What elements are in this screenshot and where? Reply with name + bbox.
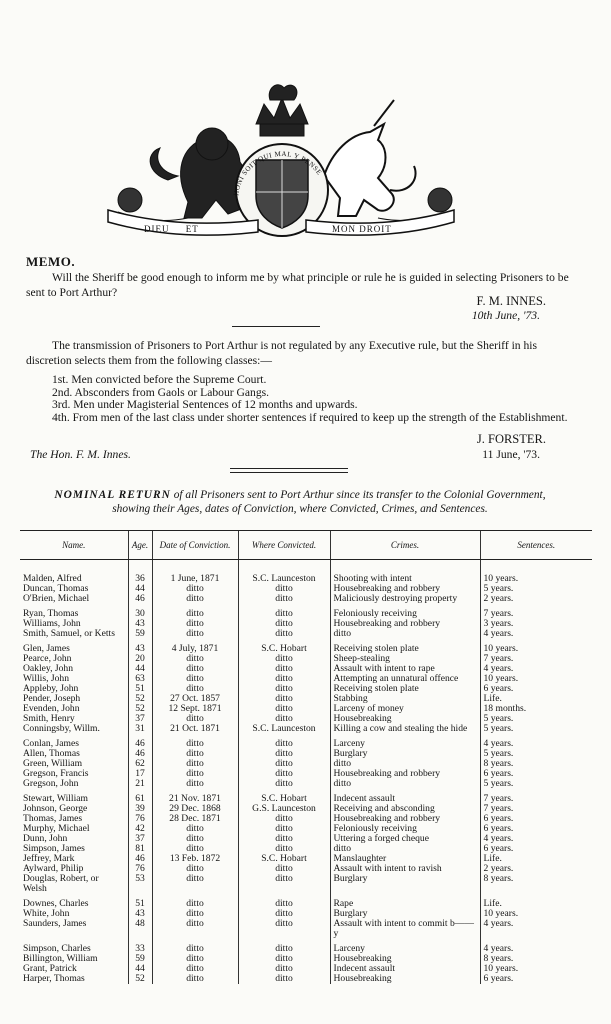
lion-supporter xyxy=(150,128,248,218)
cell-sentence: 6 years. xyxy=(480,769,592,779)
cell-name: Stewart, William xyxy=(23,793,88,804)
cell-where: ditto xyxy=(238,739,330,749)
cell-name: Smith, Henry xyxy=(23,713,75,724)
spacer-cell xyxy=(152,560,238,575)
cell-sentence: 6 years. xyxy=(480,824,592,834)
cell-name: Saunders, James xyxy=(23,918,87,929)
cell-sentence: 5 years. xyxy=(480,749,592,759)
cell-sentence: 5 years. xyxy=(480,724,592,734)
cell-age: 76 xyxy=(128,814,152,824)
cell-date: ditto xyxy=(152,584,238,594)
cell-sentence: 6 years. xyxy=(480,844,592,854)
cell-sentence: 18 months. xyxy=(480,704,592,714)
cell-age: 37 xyxy=(128,834,152,844)
cell-age: 42 xyxy=(128,824,152,834)
cell-where: ditto xyxy=(238,619,330,629)
column-header: Name. xyxy=(20,531,128,560)
cell-sentence: 7 years. xyxy=(480,794,592,804)
cell-crime: Maliciously destroying property xyxy=(330,594,480,604)
cell-name: Gregson, Francis xyxy=(23,768,89,779)
cell-where: ditto xyxy=(238,954,330,964)
cell-crime: Assault with intent to rape xyxy=(330,664,480,674)
cell-name: Allen, Thomas xyxy=(23,748,80,759)
cell-age: 52 xyxy=(128,974,152,984)
cell-where: ditto xyxy=(238,584,330,594)
cell-name: Ryan, Thomas xyxy=(23,608,79,619)
cell-age: 76 xyxy=(128,864,152,874)
cell-date: ditto xyxy=(152,629,238,639)
cell-sentence: 8 years. xyxy=(480,759,592,769)
cell-crime: Receiving stolen plate xyxy=(330,644,480,654)
cell-where: ditto xyxy=(238,944,330,954)
cell-crime: Attempting an unnatural offence xyxy=(330,674,480,684)
cell-age: 43 xyxy=(128,909,152,919)
cell-date: ditto xyxy=(152,824,238,834)
cell-where: ditto xyxy=(238,834,330,844)
column-header: Sentences. xyxy=(480,531,592,560)
cell-crime: Burglary xyxy=(330,874,480,894)
cell-date: 21 Oct. 1871 xyxy=(152,724,238,734)
cell-sentence: 3 years. xyxy=(480,619,592,629)
cell-name: Evenden, John xyxy=(23,703,80,714)
cell-sentence: Life. xyxy=(480,899,592,909)
cell-name: Downes, Charles xyxy=(23,898,89,909)
cell-age: 48 xyxy=(128,919,152,939)
cell-where: S.C. Launceston xyxy=(238,724,330,734)
cell-sentence: 6 years. xyxy=(480,974,592,984)
cell-date: ditto xyxy=(152,964,238,974)
reply-date: 11 June, '73. xyxy=(482,448,540,461)
spacer-cell xyxy=(238,560,330,575)
cell-date: ditto xyxy=(152,974,238,984)
cell-date: ditto xyxy=(152,739,238,749)
cell-name: Aylward, Philip xyxy=(23,863,84,874)
cell-date: 4 July, 1871 xyxy=(152,644,238,654)
svg-text:MON DROIT: MON DROIT xyxy=(332,224,392,234)
cell-where: ditto xyxy=(238,824,330,834)
cell-age: 52 xyxy=(128,704,152,714)
table-row xyxy=(20,974,592,984)
cell-sentence: 5 years. xyxy=(480,584,592,594)
cell-where: S.C. Launceston xyxy=(238,574,330,584)
reply-addressee: The Hon. F. M. Innes. xyxy=(30,448,131,461)
table-header-row xyxy=(20,531,592,560)
cell-sentence: 4 years. xyxy=(480,834,592,844)
cell-where: S.C. Hobart xyxy=(238,644,330,654)
cell-crime: Rape xyxy=(330,899,480,909)
cell-crime: Housebreaking and robbery xyxy=(330,619,480,629)
spacer-cell xyxy=(20,560,128,575)
cell-date: ditto xyxy=(152,919,238,939)
cell-name: Douglas, Robert, or Welsh xyxy=(23,873,99,894)
return-title-lead: NOMINAL RETURN xyxy=(54,489,171,501)
cell-crime: ditto xyxy=(330,779,480,789)
table-body xyxy=(20,560,592,985)
cell-where: ditto xyxy=(238,664,330,674)
cell-age: 63 xyxy=(128,674,152,684)
cell-where: ditto xyxy=(238,704,330,714)
cell-age: 62 xyxy=(128,759,152,769)
cell-where: ditto xyxy=(238,864,330,874)
cell-crime: Housebreaking and robbery xyxy=(330,814,480,824)
cell-sentence: 10 years. xyxy=(480,909,592,919)
cell-age: 46 xyxy=(128,854,152,864)
cell-where: ditto xyxy=(238,974,330,984)
cell-crime: Receiving stolen plate xyxy=(330,684,480,694)
cell-where: ditto xyxy=(238,594,330,604)
cell-crime: Receiving and absconding xyxy=(330,804,480,814)
cell-sentence: 4 years. xyxy=(480,629,592,639)
cell-where: ditto xyxy=(238,909,330,919)
class-item: 3rd. Men under Magisterial Sentences of 12 months and upwards. xyxy=(52,398,358,411)
cell-crime: ditto xyxy=(330,759,480,769)
cell-where: ditto xyxy=(238,674,330,684)
cell-age: 59 xyxy=(128,629,152,639)
cell-where: ditto xyxy=(238,899,330,909)
cell-date: ditto xyxy=(152,779,238,789)
cell-sentence: 5 years. xyxy=(480,779,592,789)
cell-where: ditto xyxy=(238,759,330,769)
return-title xyxy=(40,488,560,516)
memo-signature: F. M. INNES. xyxy=(476,294,546,308)
cell-name: Billington, William xyxy=(23,953,98,964)
table-row xyxy=(20,919,592,939)
svg-text:DIEU ET: DIEU ET xyxy=(144,224,199,234)
cell-crime: Indecent assault xyxy=(330,794,480,804)
cell-sentence: 10 years. xyxy=(480,674,592,684)
class-item: 4th. From men of the last class under shorter sentences if required to keep up the strength of the Establishment. xyxy=(52,410,568,424)
cell-date: ditto xyxy=(152,664,238,674)
cell-date: ditto xyxy=(152,674,238,684)
cell-date: ditto xyxy=(152,769,238,779)
cell-where: ditto xyxy=(238,654,330,664)
cell-date: ditto xyxy=(152,864,238,874)
cell-age: 81 xyxy=(128,844,152,854)
cell-where: ditto xyxy=(238,609,330,619)
cell-age: 20 xyxy=(128,654,152,664)
cell-where: S.C. Hobart xyxy=(238,854,330,864)
cell-crime: Killing a cow and stealing the hide xyxy=(330,724,480,734)
cell-age: 51 xyxy=(128,684,152,694)
cell-date: ditto xyxy=(152,844,238,854)
cell-crime: Housebreaking and robbery xyxy=(330,584,480,594)
cell-name: Appleby, John xyxy=(23,683,79,694)
cell-date: ditto xyxy=(152,749,238,759)
cell-date: ditto xyxy=(152,899,238,909)
cell-crime: ditto xyxy=(330,629,480,639)
cell-name: Simpson, James xyxy=(23,843,85,854)
cell-name: Williams, John xyxy=(23,618,81,629)
crown xyxy=(256,85,308,136)
cell-age: 21 xyxy=(128,779,152,789)
cell-name: O'Brien, Michael xyxy=(23,593,90,604)
column-header: Crimes. xyxy=(330,531,480,560)
memo-heading: MEMO. xyxy=(26,254,76,269)
table-row xyxy=(20,684,592,694)
class-item: 2nd. Absconders from Gaols or Labour Gangs. xyxy=(52,385,270,399)
divider xyxy=(230,472,348,473)
cell-age: 52 xyxy=(128,694,152,704)
cell-age: 51 xyxy=(128,899,152,909)
cell-name: Murphy, Michael xyxy=(23,823,90,834)
memo-question: Will the Sheriff be good enough to inform me by what principle or rule he is guided in selecting Prisoners to be sent to Port Arthur? xyxy=(26,271,569,299)
cell-name: Glen, James xyxy=(23,643,70,654)
reply-text: The transmission of Prisoners to Port Arthur is not regulated by any Executive rule, but the Sheriff in his discretion selects them from the following classes:— xyxy=(26,339,538,367)
cell-name: Conningsby, Willm. xyxy=(23,723,100,734)
row-spacer xyxy=(20,560,592,575)
cell-where: ditto xyxy=(238,629,330,639)
cell-name: Malden, Alfred xyxy=(23,573,82,584)
cell-where: ditto xyxy=(238,919,330,939)
table-row xyxy=(20,724,592,734)
memo-date: 10th June, '73. xyxy=(471,309,540,322)
svg-text:HONI SOIT QUI MAL Y PENSE: HONI SOIT QUI MAL Y PENSE xyxy=(232,149,324,197)
cell-crime: Housebreaking and robbery xyxy=(330,769,480,779)
cell-crime: Stabbing xyxy=(330,694,480,704)
cell-where: ditto xyxy=(238,749,330,759)
cell-sentence: 6 years. xyxy=(480,814,592,824)
cell-name: Jeffrey, Mark xyxy=(23,853,75,864)
cell-sentence: 10 years. xyxy=(480,964,592,974)
cell-sentence: 10 years. xyxy=(480,574,592,584)
cell-age: 30 xyxy=(128,609,152,619)
cell-name: Oakley, John xyxy=(23,663,74,674)
column-header: Date of Conviction. xyxy=(152,531,238,560)
cell-date: 27 Oct. 1857 xyxy=(152,694,238,704)
cell-name: Dunn, John xyxy=(23,833,68,844)
cell-where: ditto xyxy=(238,769,330,779)
cell-age: 37 xyxy=(128,714,152,724)
cell-crime: Uttering a forged cheque xyxy=(330,834,480,844)
cell-date: ditto xyxy=(152,874,238,894)
cell-age: 44 xyxy=(128,664,152,674)
cell-sentence: 2 years. xyxy=(480,864,592,874)
cell-crime: Shooting with intent xyxy=(330,574,480,584)
cell-age: 46 xyxy=(128,739,152,749)
cell-date: ditto xyxy=(152,684,238,694)
cell-sentence: 8 years. xyxy=(480,954,592,964)
cell-crime: Housebreaking xyxy=(330,714,480,724)
cell-where: S.C. Hobart xyxy=(238,794,330,804)
cell-sentence: 2 years. xyxy=(480,594,592,604)
return-title-rest: of all Prisoners sent to Port Arthur since its transfer to the Colonial Government, showing their Ages, dates of Conviction, where Convicted, Crimes, and Sentences. xyxy=(112,489,546,515)
cell-name: Simpson, Charles xyxy=(23,943,91,954)
cell-crime: Housebreaking xyxy=(330,954,480,964)
cell-age: 46 xyxy=(128,749,152,759)
table-row xyxy=(20,629,592,639)
cell-date: ditto xyxy=(152,594,238,604)
cell-sentence: 10 years. xyxy=(480,644,592,654)
cell-age: 44 xyxy=(128,964,152,974)
cell-name: Willis, John xyxy=(23,673,69,684)
cell-where: ditto xyxy=(238,684,330,694)
cell-crime: Burglary xyxy=(330,749,480,759)
cell-age: 44 xyxy=(128,584,152,594)
cell-date: ditto xyxy=(152,944,238,954)
cell-crime: Feloniously receiving xyxy=(330,824,480,834)
cell-crime: Sheep-stealing xyxy=(330,654,480,664)
cell-sentence: 4 years. xyxy=(480,664,592,674)
cell-date: 12 Sept. 1871 xyxy=(152,704,238,714)
cell-sentence: Life. xyxy=(480,694,592,704)
cell-age: 36 xyxy=(128,574,152,584)
cell-date: 13 Feb. 1872 xyxy=(152,854,238,864)
class-list xyxy=(52,374,572,424)
spacer-cell xyxy=(330,560,480,575)
cell-where: ditto xyxy=(238,694,330,704)
table-row xyxy=(20,779,592,789)
cell-crime: Burglary xyxy=(330,909,480,919)
royal-coat-of-arms xyxy=(88,82,468,242)
cell-crime: Manslaughter xyxy=(330,854,480,864)
cell-crime: ditto xyxy=(330,844,480,854)
cell-name: Conlan, James xyxy=(23,738,79,749)
cell-sentence: 5 years. xyxy=(480,714,592,724)
cell-where: ditto xyxy=(238,844,330,854)
spacer-cell xyxy=(480,560,592,575)
cell-sentence: 4 years. xyxy=(480,944,592,954)
cell-where: ditto xyxy=(238,874,330,894)
cell-sentence: 7 years. xyxy=(480,654,592,664)
divider xyxy=(230,468,348,469)
cell-name: Duncan, Thomas xyxy=(23,583,89,594)
cell-sentence: 7 years. xyxy=(480,609,592,619)
cell-date: ditto xyxy=(152,759,238,769)
cell-crime: Housebreaking xyxy=(330,974,480,984)
unicorn-supporter xyxy=(324,100,416,216)
cell-crime: Feloniously receiving xyxy=(330,609,480,619)
cell-date: 28 Dec. 1871 xyxy=(152,814,238,824)
cell-crime: Indecent assault xyxy=(330,964,480,974)
nominal-return-table xyxy=(20,530,592,984)
cell-name: Thomas, James xyxy=(23,813,83,824)
table-row xyxy=(20,594,592,604)
cell-where: ditto xyxy=(238,779,330,789)
cell-where: ditto xyxy=(238,964,330,974)
cell-where: ditto xyxy=(238,814,330,824)
cell-crime: Larceny xyxy=(330,739,480,749)
cell-date: ditto xyxy=(152,834,238,844)
cell-age: 43 xyxy=(128,644,152,654)
cell-date: ditto xyxy=(152,909,238,919)
cell-sentence: 7 years. xyxy=(480,804,592,814)
column-header: Where Convicted. xyxy=(238,531,330,560)
cell-date: ditto xyxy=(152,714,238,724)
reply-signature: J. FORSTER. xyxy=(476,432,546,446)
cell-crime: Assault with intent to ravish xyxy=(330,864,480,874)
cell-name: Harper, Thomas xyxy=(23,973,85,984)
divider xyxy=(232,326,320,327)
table-row xyxy=(20,874,592,894)
cell-sentence: 8 years. xyxy=(480,874,592,894)
cell-sentence: 6 years. xyxy=(480,684,592,694)
spacer-cell xyxy=(128,560,152,575)
cell-where: G.S. Launceston xyxy=(238,804,330,814)
cell-age: 31 xyxy=(128,724,152,734)
cell-name: Smith, Samuel, or Ketts xyxy=(23,628,115,639)
cell-sentence: Life. xyxy=(480,854,592,864)
cell-sentence: 4 years. xyxy=(480,739,592,749)
cell-age: 39 xyxy=(128,804,152,814)
cell-age: 43 xyxy=(128,619,152,629)
cell-age: 53 xyxy=(128,874,152,894)
column-header: Age. xyxy=(128,531,152,560)
cell-date: ditto xyxy=(152,954,238,964)
cell-age: 61 xyxy=(128,794,152,804)
cell-age: 59 xyxy=(128,954,152,964)
cell-date: 1 June, 1871 xyxy=(152,574,238,584)
cell-name: Pearce, John xyxy=(23,653,72,664)
cell-name: Johnson, George xyxy=(23,803,88,814)
cell-name: White, John xyxy=(23,908,70,919)
cell-crime: Larceny xyxy=(330,944,480,954)
cell-age: 17 xyxy=(128,769,152,779)
cell-where: ditto xyxy=(238,714,330,724)
cell-date: 21 Nov. 1871 xyxy=(152,794,238,804)
class-item: 1st. Men convicted before the Supreme Court. xyxy=(52,373,267,386)
cell-name: Green, William xyxy=(23,758,83,769)
cell-sentence: 4 years. xyxy=(480,919,592,939)
cell-date: ditto xyxy=(152,619,238,629)
cell-date: ditto xyxy=(152,654,238,664)
cell-crime: Larceny of money xyxy=(330,704,480,714)
cell-age: 46 xyxy=(128,594,152,604)
cell-name: Gregson, John xyxy=(23,778,79,789)
cell-name: Grant, Patrick xyxy=(23,963,77,974)
cell-date: ditto xyxy=(152,609,238,619)
cell-date: 29 Dec. 1868 xyxy=(152,804,238,814)
cell-age: 33 xyxy=(128,944,152,954)
cell-crime: Assault with intent to commit b——y xyxy=(330,919,480,939)
cell-name: Pender, Joseph xyxy=(23,693,81,704)
